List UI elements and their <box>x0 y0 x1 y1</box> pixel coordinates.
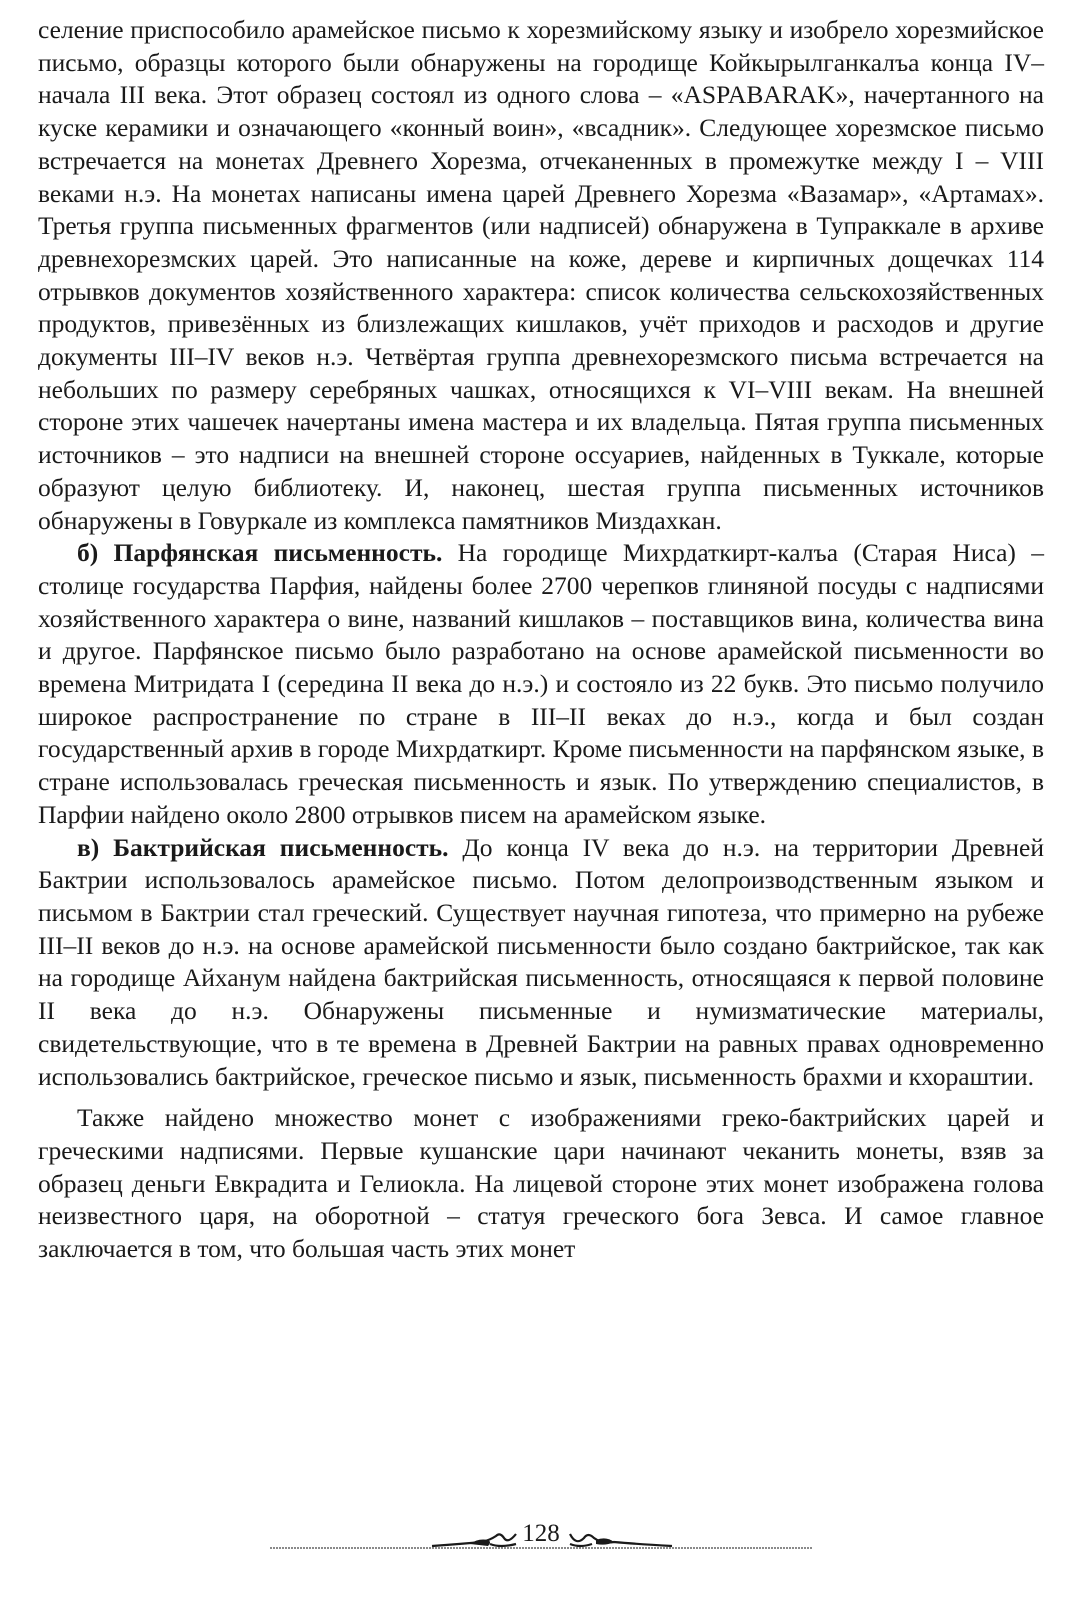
paragraph-coins: Также найдено множество монет с изображениями греко-бактрийских царей и греческими надписями. Первые кушанские цари начинают чеканить монеты, взяв за образец деньги Евкрадита и Гелиокла. На лицевой стороне этих монет изображена голова неизвестного царя, на оборотной – статуя греческого бога Зевса. И самое главное заключается в том, что большая часть этих монет <box>38 1103 1044 1264</box>
footer-rule <box>270 1546 812 1550</box>
section-heading-parthian: б) Парфянская письменность. <box>77 538 443 568</box>
paragraph-parthian-text: На городище Михрдаткирт-калъа (Старая Ниса) – столице государства Парфия, найдены более 2700 черепков глиняной посуды с надписями хозяйственного характера о вине, названий кишлаков – поставщиков вина, количества вина и другое. Парфянское письмо было разработано на основе арамейской письменности во времена Митридата I (середина II века до н.э.) и состояло из 22 букв. Это письмо получило широкое распространение по стране в III–II веках до н.э., когда и был создан государственный архив в городе Михрдаткирт. Кроме письменности на парфянском языке, в стране использовалась греческая письменность и язык. По утверждению специалистов, в Парфии найдено около 2800 отрывков писем на арамейском языке. <box>38 538 1044 829</box>
paragraph-bactrian <box>38 832 1044 1094</box>
paragraph-parthian <box>38 537 1044 831</box>
paragraph-bactrian-text: До конца IV века до н.э. на территории Древней Бактрии использовалось арамейское письмо. Потом делопроизводственным языком и письмом в Бактрии стал греческий. Существует научная гипотеза, что примерно на рубеже III–II веков до н.э. на основе арамейской письменности было создано бактрийское, так как на городище Айханум найдена бактрийская письменность, относящаяся к первой половине II века до н.э. Обнаружены письменные и нумизматические материалы, свидетельствующие, что в те времена в Древней Бактрии на равных правах одновременно использовались бактрийское, греческое письмо и язык, письменность брахми и кхораштии. <box>38 832 1044 1091</box>
paragraph-khorezm: селение приспособило арамейское письмо к хорезмийскому языку и изобрело хорезмийское письмо, образцы которого были обнаружены на городище Койкырылганкалъа конца IV– начала III века. Этот образец состоял из одного слова – «ASPABARAK», начертанного на куске керамики и означающего «конный воин», «всадник». Следующее хорезмское письмо встречается на монетах Древнего Хорезма, отчеканенных в промежутке между I – VIII веками н.э. На монетах написаны имена царей Древнего Хорезма «Вазамар», «Артамах». Третья группа письменных фрагментов (или надписей) обнаружена в Тупраккале в архиве древнехорезмских царей. Это написанные на коже, дереве и кирпичных дощечках 114 отрывков документов хозяйственного характера: список количества сельскохозяйственных продуктов, привезённых из близлежащих кишлаков, учёт приходов и расходов и другие документы III–IV веков н.э. Четвёртая группа древнехорезмского письма встречается на небольших по размеру серебряных чашках, относящихся к VI–VIII векам. На внешней стороне этих чашечек начертаны имена мастера и их владельца. Пятая группа письменных источников – это надписи на внешней стороне оссуариев, найденных в Туккале, которые образуют целую библиотеку. И, наконец, шестая группа письменных источников обнаружены в Говуркале из комплекса памятников Миздахкан. <box>38 15 1044 535</box>
page-footer <box>0 1516 1082 1566</box>
page-number: 128 <box>522 1520 560 1547</box>
section-heading-bactrian: в) Бактрийская письменность. <box>77 832 449 862</box>
page-body <box>38 14 1044 1266</box>
